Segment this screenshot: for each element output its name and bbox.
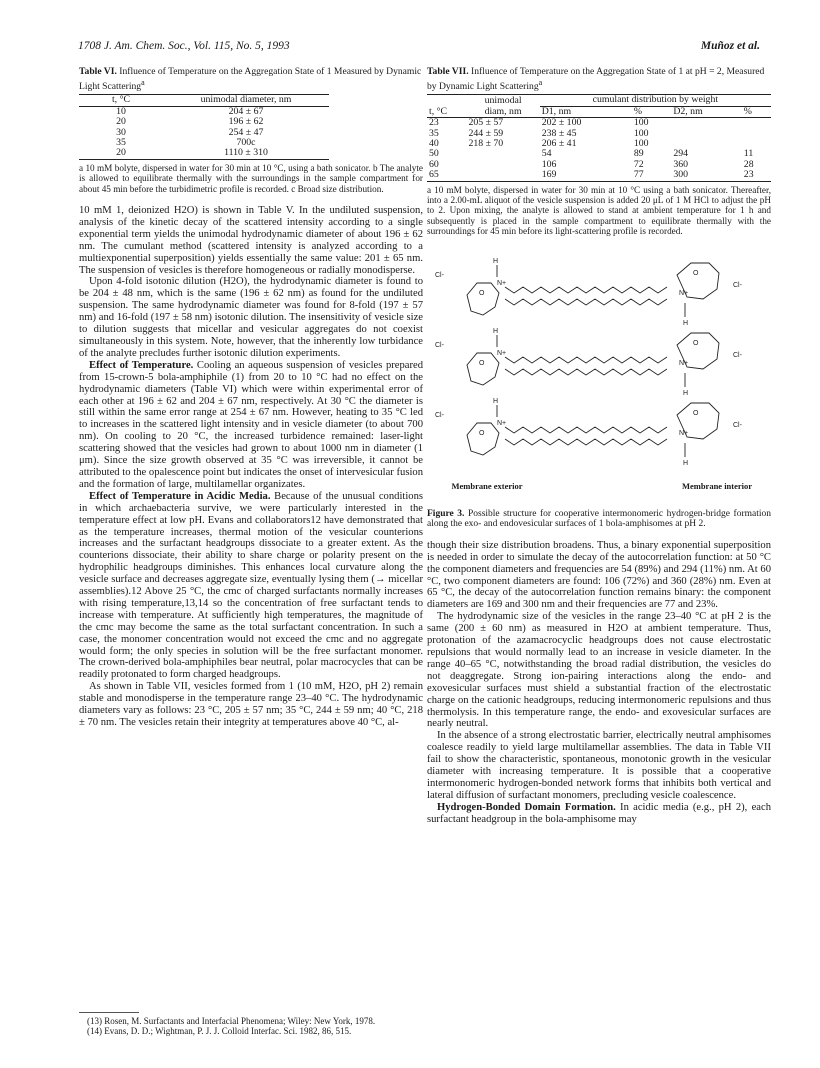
chloride-label: Cl- (435, 341, 444, 349)
table-vii-header: % (743, 105, 752, 117)
paragraph-effect-acidic: Effect of Temperature in Acidic Media. Because of the unusual conditions in which archaebacteria survive, we were particularly interested in the temperature effect at low pH. Evans and collaborators12 have demonstrated that as the temperature increases, thermal motion of the vesicular counterions increases and the surfactant headgroups dissociate to a greater extent. As the counterions dissociate, their ability to share charge or polarity present on the hydrophilic headgroups diminishes. This enhances local curvature along the vesicle surface and decreases aggregate size, eventually lysing them (→ micellar assemblies).12 Above 25 °C, the cmc of charged surfactants normally increases with rising temperature,13,14 so the concentration of free surfactant tends to increase with temperature. At sufficiently high temperatures, the magnitude of the cmc may become the same as the total surfactant concentration. In such a case, the monomer concentration would not exceed the cmc and no aggregate would form; the only species in solution will be the free surfactant monomer. The crown-derived bola-amphiphiles bear neutral, polar macrocycles that can be readily protonated to form charged headgroups. (79, 490, 423, 681)
footnote-rule (79, 1012, 139, 1013)
paragraph: 10 mM 1, deionized H2O) is shown in Table V. In the undiluted suspension, analysis of the kinetic decay of the scattered intensity according to a single exponential term yields the unimodal hydrodynamic diameter of about 196 ± 62 nm. The cumulant method (scattered intensity is analyzed according to a multiexponential superposition) yields essentially the same value: 201 ± 65 nm. The suspension of vesicles is therefore homogeneous or radially monodisperse. (79, 205, 423, 276)
hydrogen-label: H (493, 257, 499, 265)
table-vii-header: t, °C (429, 105, 448, 117)
paragraph: In the absence of a strong electrostatic barrier, electrically neutral amphisomes coalesce readily to yield large multilamellar assemblies. The data in Table VII fail to show the characteristic, spontaneous, monotonic growth in the vesicular diameter with increasing temperature. It is possible that a cooperative intermonomeric hydrogen-bonded network forms that inhibits both vertical and lateral diffusion of surfactant monomers, precluding vesicle coalescence. (427, 730, 771, 801)
table-row (427, 139, 771, 149)
table-cell: 23 (429, 117, 439, 129)
table-cell: 50 (429, 148, 439, 160)
table-vii (427, 67, 771, 237)
table-cell (671, 129, 741, 139)
oxygen-label: O (479, 359, 485, 367)
table-cell: 35 (429, 127, 439, 139)
table-cell: 700c (236, 137, 256, 148)
table-cell: 1110 ± 310 (224, 147, 268, 159)
table-cell: 23 (743, 169, 754, 181)
table-cell: 204 ± 67 (228, 105, 264, 117)
crown-ring-left (467, 353, 499, 385)
table-cell: 106 (541, 158, 557, 170)
table-cell: 100 (633, 117, 649, 129)
table-cell (742, 129, 771, 139)
table-row (427, 149, 771, 159)
alkyl-chain (505, 299, 667, 305)
table-cell: 54 (541, 148, 552, 160)
table-cell: 11 (743, 148, 754, 160)
table-row (79, 148, 329, 159)
table-cell: 202 ± 100 (541, 117, 582, 129)
hydrogen-label: H (493, 327, 499, 335)
oxygen-label: O (693, 339, 699, 347)
chloride-label: Cl- (733, 281, 742, 289)
right-body-text (427, 540, 771, 826)
chloride-label: Cl- (435, 271, 444, 279)
table-vi-grid (79, 94, 329, 159)
chloride-label: Cl- (733, 351, 742, 359)
table-vii-grid (427, 94, 771, 181)
alkyl-chain (505, 357, 667, 363)
figure-3 (427, 245, 771, 507)
table-cell: 72 (633, 158, 644, 170)
table-cell: 244 ± 59 (468, 127, 504, 139)
table-cell: 205 ± 57 (468, 117, 504, 129)
table-vii-header: D2, nm (673, 105, 703, 117)
table-cell: 30 (116, 126, 126, 138)
figure-3-caption: Figure 3. Possible structure for cooperative intermonomeric hydrogen-bridge formation along the exo- and endovesicular surfaces of 1 bola-amphisomes at pH 2. (427, 508, 771, 530)
figure-3-structure-drawing (427, 245, 771, 507)
table-cell: 28 (743, 158, 754, 170)
table-cell: 65 (429, 169, 439, 181)
table-row (427, 160, 771, 170)
oxygen-label: O (479, 289, 485, 297)
label-membrane-interior: Membrane interior (681, 480, 753, 491)
table-cell (466, 160, 539, 170)
table-cell: 169 (541, 169, 557, 181)
paragraph-effect-temperature: Effect of Temperature. Cooling an aqueous suspension of vesicles prepared from 15-crown-5 bola-amphiphile (1) from 20 to 10 °C had no effect on the hydrodynamic diameters (Table VI) which were within experimental error of each other at 196 ± 62 and 204 ± 67 nm, respectively. At 30 °C the diameter is still within the same error range at 254 ± 67 nm. However, heating to 35 °C led to increases in the scattered light intensity and in vesicle diameter (to about 700 nm). On cooling to 20 °C, the increased turbidence remained: laser-light scattering showed that the vesicles had grown to about 1000 nm in diameter (1 μm). Since the size growth observed at 35 °C was irreversible, it cannot be attributed to the opalescence point but indicates the onset of intervesicular fusion and the formation of large, multilamellar organizates. (79, 359, 423, 490)
chloride-label: Cl- (435, 411, 444, 419)
paragraph: though their size distribution broadens. Thus, a binary exponential superposition is needed in order to simulate the decay of the autocorrelation function: at 50 °C the component diameters and frequencies are 54 (89%) and 294 (11%) nm. At 60 °C, two component diameters are found: 106 (72%) and 360 (28%) nm. Even at 65 °C, the decay of the autocorrelation function remains binary: the component diameters are 169 and 300 nm and their frequencies are 77 and 23%. (427, 539, 771, 611)
hydrogen-label: H (493, 397, 499, 405)
table-vi (79, 67, 423, 194)
reference-14: (14) Evans, D. D.; Wightman, P. J. J. Colloid Interfac. Sci. 1982, 86, 515. (87, 1026, 352, 1037)
table-cell: 218 ± 70 (468, 138, 504, 149)
label-membrane-exterior: Membrane exterior (451, 480, 523, 491)
running-header-authors: Muñoz et al. (700, 40, 760, 52)
references (79, 1012, 423, 1036)
table-cell: 77 (633, 169, 644, 181)
alkyl-chain (505, 439, 667, 445)
table-cell (742, 118, 771, 129)
table-cell: 20 (116, 116, 126, 128)
table-cell: 100 (633, 127, 649, 139)
crown-ring-left (467, 283, 499, 315)
table-cell (671, 118, 741, 129)
table-cell: 196 ± 62 (228, 116, 264, 128)
ammonium-label: N+ (679, 289, 689, 297)
table-vii-group-cumulant: cumulant distribution by weight (540, 95, 771, 106)
ammonium-label: N+ (497, 419, 507, 427)
ammonium-label: N+ (497, 349, 507, 357)
ammonium-label: N+ (497, 279, 507, 287)
table-vii-caption: Table VII. Influence of Temperature on the Aggregation State of 1 at pH = 2, Measured by Dynamic Light Scattering$^a$ (427, 66, 765, 92)
table-cell: 238 ± 45 (541, 127, 577, 139)
table-cell: 360 (673, 158, 689, 170)
crown-ring-left (467, 423, 499, 455)
table-cell: 100 (633, 138, 649, 149)
table-cell: 35 (116, 137, 126, 148)
paragraph: Upon 4-fold isotonic dilution (H2O), the hydrodynamic diameter is found to be 204 ± 48 nm, which is the same (196 ± 62 nm) as found for the undiluted suspension. The same hydrodynamic diameter was found for 8-fold (197 ± 57 nm) and 16-fold (197 ± 58 nm) isotonic dilution. The insensitivity of vesicle size to dilution suggests that micellar and vesicular aggregates do not coexist simultaneously in this system. Note, however, that the inherently low turbidance of the analyte precludes further isotonic dilution experiments. (79, 276, 423, 359)
table-cell: 10 (116, 105, 126, 117)
ammonium-label: N+ (679, 359, 689, 367)
table-cell: 20 (116, 147, 126, 159)
hydrogen-label: H (683, 459, 689, 467)
paragraph-hbond-domain: Hydrogen-Bonded Domain Formation. In acidic media (e.g., pH 2), each surfactant headgroup in the bola-amphisome may (427, 801, 771, 825)
table-cell: 89 (633, 148, 644, 160)
alkyl-chain (505, 287, 667, 293)
left-column (79, 67, 423, 729)
table-vi-header: t, °C (111, 94, 131, 106)
table-cell: 40 (429, 138, 439, 149)
hydrogen-label: H (683, 319, 689, 327)
table-vi-header: unimodal diameter, nm (200, 94, 292, 106)
table-row (427, 118, 771, 129)
oxygen-label: O (693, 409, 699, 417)
table-cell (466, 149, 539, 159)
table-cell: 206 ± 41 (541, 138, 577, 149)
right-column (427, 67, 771, 826)
table-cell: 294 (673, 148, 689, 160)
table-row (427, 170, 771, 181)
hydrogen-label: H (683, 389, 689, 397)
alkyl-chain (505, 427, 667, 433)
table-vi-caption: Table VI. Influence of Temperature on the Aggregation State of 1 Measured by Dynamic Light Scattering$^a$ (79, 66, 422, 92)
table-cell (466, 170, 539, 181)
reference-13: (13) Rosen, M. Surfactants and Interfacial Phenomena; Wiley: New York, 1978. (87, 1016, 376, 1026)
table-vii-footnote: a 10 mM bolyte, dispersed in water for 30 min at 10 °C using a bath sonicator. Thereafter, into a 2.00-mL aliquot of the vesicle suspension is added 20 μL of 1 M HCl to adjust the pH to 2. Upon mixing, the analyte is allowed to stand at ambient temperature for 1 h and subsequently is placed in the sample compartment to equilibrate thermally with the surroundings for 45 min before its light-scattering profile is recorded. (427, 184, 771, 237)
paragraph: The hydrodynamic size of the vesicles in the range 23–40 °C at pH 2 is the same (200 ± 60 nm) as measured in H2O at ambient temperature. Thus, protonation of the azamacrocyclic headgroups does not cause electrostatic repulsions that would normally lead to an increase in vesicle diameter. In the range 40–65 °C, notwithstanding the broad radial distribution, the vesicles do not deaggregate. Strong ion-pairing interactions along the endo- and exovesicular surfaces must shield a substantial fraction of the electrostatic charge on the cationic headgroups, reducing intermonomeric repulsions and thus thermolysis. In this temperature range, the endo- and exovesicular surfaces are nearly neutral. (427, 611, 771, 730)
table-vii-header: D1, nm (541, 105, 572, 117)
table-vii-header: diam, nm (484, 105, 522, 117)
paragraph: As shown in Table VII, vesicles formed from 1 (10 mM, H2O, pH 2) remain stable and monodisperse in the temperature range 23–40 °C. The hydrodynamic diameters vary as follows: 23 °C, 205 ± 57 nm; 35 °C, 244 ± 59 nm; 40 °C, 218 ± 70 nm. The vesicles retain their integrity at temperatures above 40 °C, al- (79, 681, 423, 728)
table-cell: 60 (429, 158, 439, 170)
table-vii-header: % (633, 105, 643, 117)
left-body-text (79, 205, 423, 729)
ammonium-label: N+ (679, 429, 689, 437)
table-vi-footnote: a 10 mM bolyte, dispersed in water for 30 min at 10 °C, using a bath sonicator. b The analyte is allowed to equilibrate thermally with the surroundings in the sample compartment for about 45 min before the turbidimetric profile is recorded. c Broad size distribution. (79, 162, 423, 194)
oxygen-label: O (479, 429, 485, 437)
running-header-journal: 1708 J. Am. Chem. Soc., Vol. 115, No. 5, 1993 (78, 40, 290, 52)
table-vii-group-unimodal: unimodal (484, 94, 522, 106)
table-cell: 254 ± 47 (228, 126, 264, 138)
chloride-label: Cl- (733, 421, 742, 429)
table-cell: 300 (673, 169, 689, 181)
oxygen-label: O (693, 269, 699, 277)
alkyl-chain (505, 369, 667, 375)
